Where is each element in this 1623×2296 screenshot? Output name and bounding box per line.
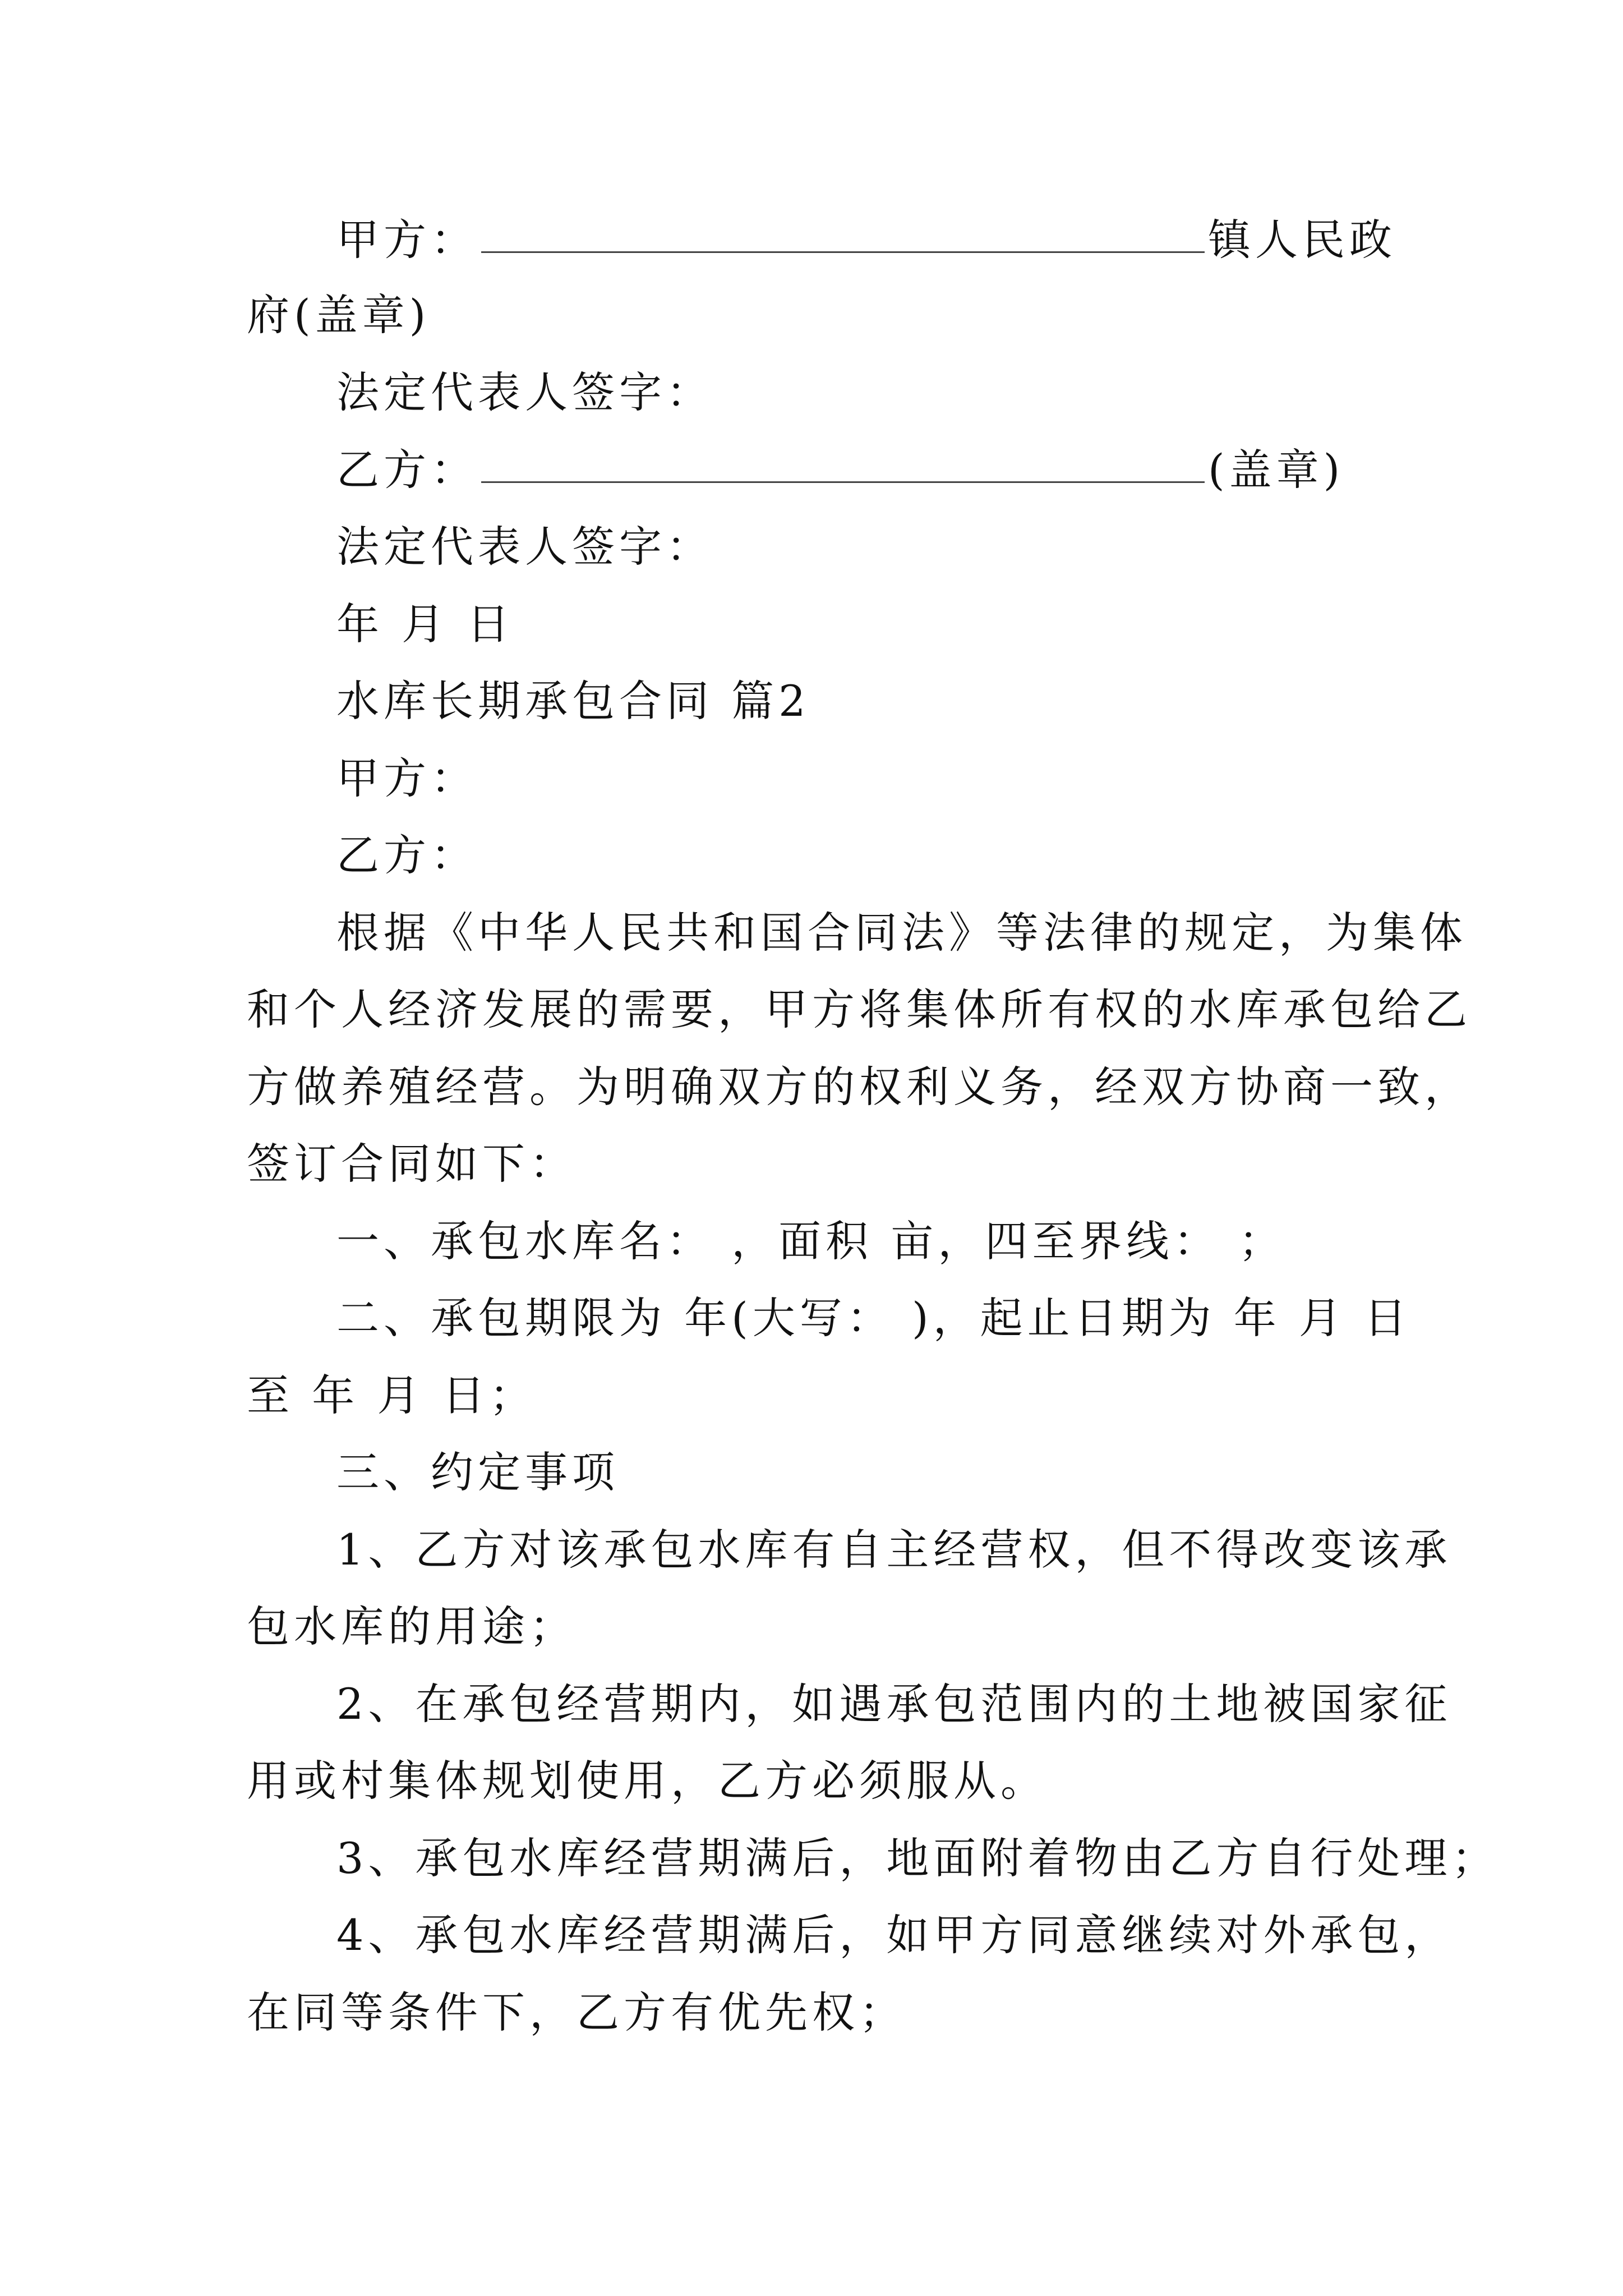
date-line: 年 月 日 <box>336 599 514 649</box>
item-1-line-1: 1、乙方对该承包水库有自主经营权，但不得改变该承 <box>336 1525 1452 1575</box>
item-2-line-1: 2、在承包经营期内，如遇承包范围内的土地被国家征 <box>336 1679 1452 1729</box>
clause-2-line-1: 二、承包期限为 年(大写： )，起止日期为 年 月 日 <box>336 1293 1412 1343</box>
intro-line-1: 根据《中华人民共和国合同法》等法律的规定，为集体 <box>336 908 1467 958</box>
party-a-suffix: 镇人民政 <box>1208 215 1396 265</box>
party-a-label: 甲方： <box>336 215 478 265</box>
party-a-2: 甲方： <box>336 753 478 803</box>
section-title: 水库长期承包合同 篇2 <box>336 676 810 726</box>
legal-rep-sign-2: 法定代表人签字： <box>336 522 713 572</box>
intro-line-3: 方做养殖经营。为明确双方的权利义务，经双方协商一致， <box>247 1062 1472 1112</box>
party-a-line <box>336 212 1396 268</box>
item-4-line-1: 4、承包水库经营期满后，如甲方同意继续对外承包， <box>336 1910 1452 1960</box>
item-4-line-2: 在同等条件下，乙方有优先权； <box>247 1987 906 2037</box>
intro-line-2: 和个人经济发展的需要，甲方将集体所有权的水库承包给乙 <box>247 984 1472 1034</box>
clause-1: 一、承包水库名： ，面积 亩，四至界线： ； <box>336 1216 1286 1266</box>
item-2-line-2: 用或村集体规划使用，乙方必须服从。 <box>247 1756 1048 1806</box>
clause-3: 三、约定事项 <box>336 1447 619 1497</box>
clause-2-line-2: 至 年 月 日； <box>247 1370 537 1420</box>
party-b-label: 乙方： <box>336 445 478 495</box>
party-a-blank <box>481 212 1205 253</box>
item-1-line-2: 包水库的用途； <box>247 1602 577 1651</box>
party-b-line <box>336 442 1385 498</box>
legal-rep-sign-1: 法定代表人签字： <box>336 367 713 417</box>
item-3: 3、承包水库经营期满后，地面附着物由乙方自行处理； <box>336 1833 1499 1883</box>
party-b-blank <box>481 442 1205 483</box>
party-b-2: 乙方： <box>336 830 478 880</box>
intro-line-4: 签订合同如下： <box>247 1139 577 1189</box>
party-a-line-cont: 府(盖章) <box>247 290 431 340</box>
party-b-suffix: (盖章) <box>1208 445 1345 495</box>
